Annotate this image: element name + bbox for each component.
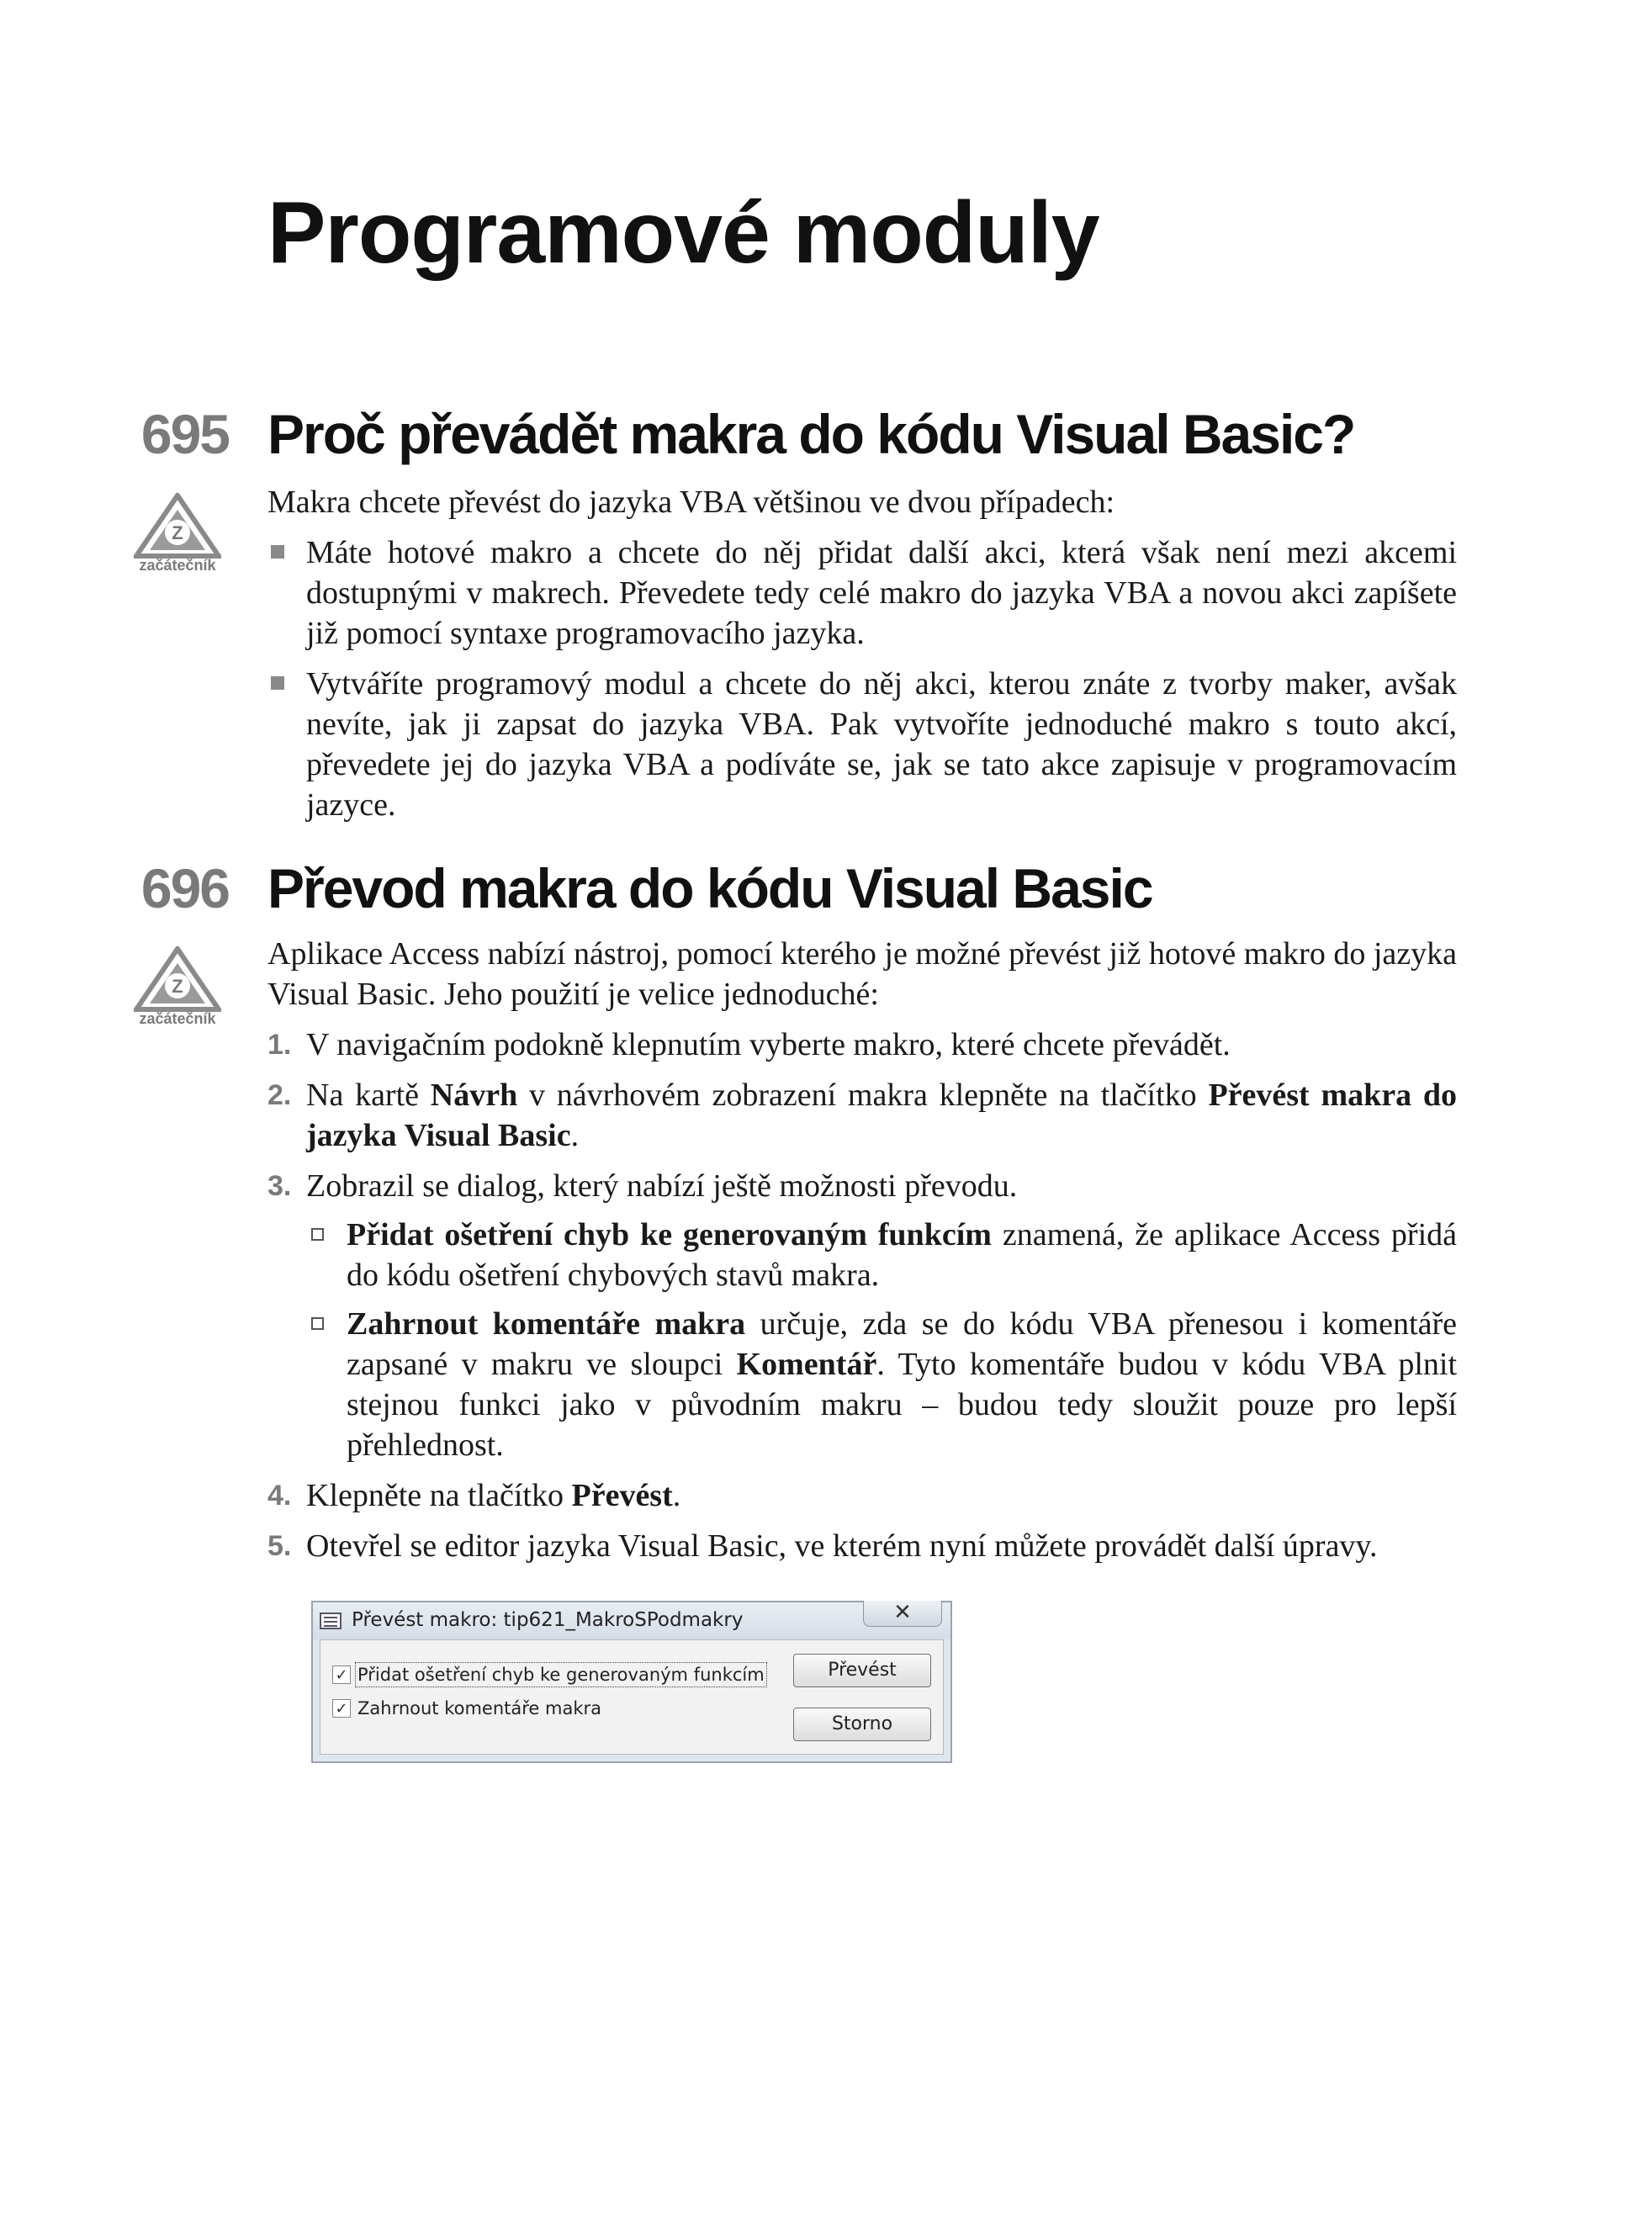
empty-box-bullet-icon xyxy=(311,1317,324,1330)
sub-bold: Přidat ošetření chyb ke generovaným funkcím xyxy=(347,1217,992,1252)
step-text: Na kartě xyxy=(306,1078,431,1113)
dialog-body xyxy=(320,1639,944,1755)
step-list xyxy=(267,1025,1457,1566)
level-label: začátečník xyxy=(139,1010,216,1027)
section-695-body xyxy=(267,482,1457,825)
sub-item xyxy=(306,1304,1457,1465)
step-number: 1. xyxy=(267,1029,292,1061)
level-label: začátečník xyxy=(139,557,216,574)
badge-letter: Z xyxy=(172,522,183,543)
square-bullet-icon xyxy=(271,545,284,559)
step-text: . xyxy=(672,1478,681,1513)
tip-heading-696: Převod makra do kódu Visual Basic xyxy=(267,857,1152,919)
bullet-list xyxy=(267,532,1457,825)
sub-text: znamená, že aplikace Access přidá do kódu ošetření chybových stavů makra. xyxy=(347,1217,1457,1293)
cancel-button[interactable]: Storno xyxy=(793,1708,931,1741)
checkmark-icon: ✓ xyxy=(335,1665,348,1684)
badge-letter: Z xyxy=(172,976,183,997)
dialog-titlebar[interactable] xyxy=(313,1602,950,1639)
include-comments-checkbox[interactable] xyxy=(332,1699,351,1718)
step-item xyxy=(267,1166,1457,1465)
sub-text: . Tyto komentáře budou v kódu VBA plnit stejnou funkci jako v původním makru – budou tedy sloužit pouze pro lepší přehlednost. xyxy=(347,1347,1458,1463)
step-text: Zobrazil se dialog, který nabízí ještě možnosti převodu. xyxy=(306,1168,1018,1204)
level-badge-695 xyxy=(131,493,224,575)
bullet-text: Vytváříte programový modul a chcete do něj akci, kterou znáte z tvorby maker, avšak nevíte, jak ji zapsat do jazyka VBA. Pak vytvoříte jednoduché makro s touto akcí, převedete jej do jazyka VBA a podíváte se, jak se tato akce zapisuje v programovacím jazyce. xyxy=(306,666,1457,823)
close-icon: ✕ xyxy=(893,1600,912,1625)
step-text: Otevřel se editor jazyka Visual Basic, ve kterém nyní můžete provádět další úpravy. xyxy=(306,1528,1378,1564)
error-handling-checkbox[interactable] xyxy=(332,1665,351,1684)
empty-box-bullet-icon xyxy=(311,1228,324,1241)
section-696-body xyxy=(267,934,1457,1566)
bullet-item xyxy=(267,532,1457,654)
error-handling-option[interactable] xyxy=(332,1662,765,1687)
checkmark-icon: ✓ xyxy=(335,1699,348,1718)
dialog-app-icon xyxy=(320,1612,342,1629)
step-number: 3. xyxy=(267,1170,292,1202)
step-item xyxy=(267,1475,1457,1516)
convert-macro-dialog xyxy=(311,1601,952,1763)
step-bold: Návrh xyxy=(430,1078,518,1113)
step-text: V navigačním podokně klepnutím vyberte makro, které chcete převádět. xyxy=(306,1027,1231,1062)
sub-bold: Zahrnout komentáře makra xyxy=(347,1306,746,1342)
step-bold: Převést xyxy=(571,1478,673,1513)
beginner-triangle-icon xyxy=(134,493,221,559)
step-text: v návrhovém zobrazení makra klepněte na tlačítko xyxy=(517,1078,1209,1113)
step-bold: Převést makra do jazyka Visual Basic xyxy=(306,1078,1457,1153)
bullet-text: Máte hotové makro a chcete do něj přidat další akci, která však není mezi akcemi dostupnými v makrech. Převedete tedy celé makro do jazyka VBA a novou akci zapíšete již pomocí syntaxe programovacího jazyka. xyxy=(306,535,1457,651)
level-badge-696 xyxy=(131,946,224,1028)
sub-item xyxy=(306,1215,1457,1295)
close-button[interactable] xyxy=(863,1601,942,1627)
sub-bold: Komentář xyxy=(736,1347,877,1382)
error-handling-label[interactable]: Přidat ošetření chyb ke generovaným funkcím xyxy=(357,1665,765,1685)
step-text: . xyxy=(570,1118,580,1153)
convert-button[interactable]: Převést xyxy=(793,1654,931,1687)
dialog-title: Převést makro: tip621_MakroSPodmakry xyxy=(352,1609,744,1631)
beginner-triangle-icon xyxy=(134,946,221,1012)
chapter-title: Programové moduly xyxy=(267,184,1099,282)
step-item xyxy=(267,1526,1457,1566)
step-text: Klepněte na tlačítko xyxy=(306,1478,572,1513)
step-item xyxy=(267,1075,1457,1156)
sub-list xyxy=(306,1215,1457,1465)
section-intro: Makra chcete převést do jazyka VBA většinou ve dvou případech: xyxy=(267,485,1115,520)
include-comments-label[interactable]: Zahrnout komentáře makra xyxy=(357,1698,602,1718)
section-intro: Aplikace Access nabízí nástroj, pomocí kterého je možné převést již hotové makro do jazyka Visual Basic. Jeho použití je velice jednoduché: xyxy=(267,936,1457,1012)
tip-number-696: 696 xyxy=(140,857,229,919)
tip-number-695: 695 xyxy=(140,403,229,465)
square-bullet-icon xyxy=(271,676,284,690)
sub-text: určuje, zda se do kódu VBA přenesou i komentáře zapsané v makru ve sloupci xyxy=(347,1306,1457,1382)
step-item xyxy=(267,1025,1457,1065)
step-number: 5. xyxy=(267,1530,292,1562)
step-number: 4. xyxy=(267,1480,292,1512)
step-number: 2. xyxy=(267,1079,292,1111)
include-comments-option[interactable] xyxy=(332,1696,601,1721)
tip-heading-695: Proč převádět makra do kódu Visual Basic? xyxy=(267,403,1355,465)
bullet-item xyxy=(267,664,1457,825)
